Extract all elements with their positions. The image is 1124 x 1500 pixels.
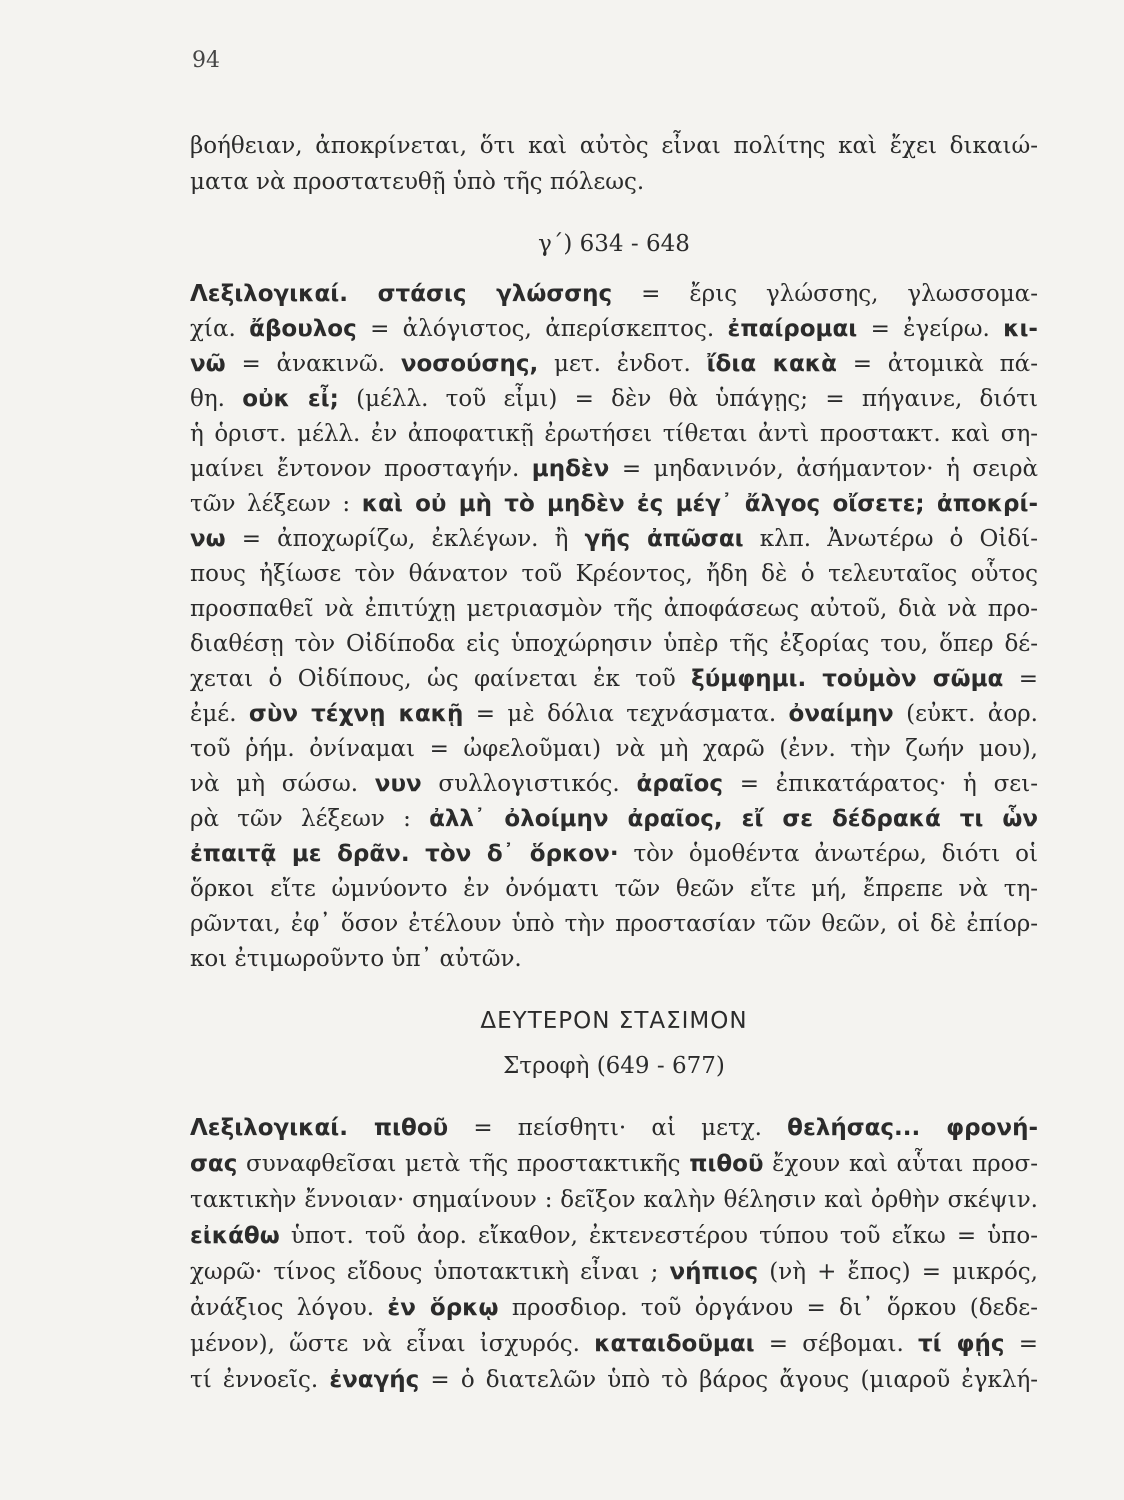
text-line [190, 803, 1038, 835]
text-run: συναφθεῖσαι μετὰ τῆς προστακτικῆς [237, 1151, 690, 1177]
text-line [190, 1328, 1038, 1360]
bold-term: τί φῄς [917, 1331, 1005, 1357]
page-number: 94 [192, 48, 220, 73]
text-run: (εὐκτ. ἀορ. [893, 701, 1038, 727]
text-run: = σέβομαι. [754, 1331, 918, 1357]
text-line [190, 523, 1038, 555]
bold-term: εἰκάθω [190, 1223, 280, 1249]
bold-term: νῶ [190, 351, 226, 377]
text-run: = ἀτομικὰ πά- [836, 351, 1038, 377]
text-run: = [1003, 666, 1038, 692]
text-line [190, 1112, 1038, 1144]
text-run: = ὁ διατελῶν ὑπὸ τὸ βάρος ἄγους (μιαροῦ ἐγκλή- [419, 1367, 1038, 1393]
text-line [190, 1220, 1038, 1252]
text-run: ὑποτ. τοῦ ἀορ. εἴκαθον, ἐκτενεστέρου τύπου τοῦ εἴκω = ὑπο- [279, 1223, 1038, 1249]
text-run: τί ἐννοεῖς. [190, 1367, 330, 1393]
text-run: τὸν ὁμοθέντα ἀνωτέρω, διότι οἱ [618, 841, 1038, 867]
bold-term: Λεξιλογικαί. πιθοῦ [190, 1115, 449, 1141]
bold-term: θελήσας... φρονή- [787, 1115, 1038, 1141]
text-line [190, 348, 1038, 380]
text-run: ρὰ τῶν λέξεων : [190, 806, 430, 832]
text-run: χεται ὁ Οἰδίπους, ὡς φαίνεται ἐκ τοῦ [190, 666, 692, 692]
text-run: νὰ μὴ σώσω. [190, 771, 375, 797]
text-run: χωρῶ· τίνος εἴδους ὑποτακτικὴ εἶναι ; [190, 1259, 670, 1285]
bold-term: ἐναγής [329, 1367, 420, 1393]
text-run: ἀνάξιος λόγου. [190, 1295, 388, 1321]
text-run: = ἐπικατάρατος· ἡ σει- [722, 771, 1038, 797]
bold-term: ἀλλ᾽ ὀλοίμην ἀραῖος, εἴ σε δέδρακά τι ὧν [429, 806, 1038, 832]
text-run: (νὴ + ἔπος) = μικρός, [758, 1259, 1038, 1285]
text-run: κλπ. Ἀνωτέρω ὁ Οἰδί- [743, 526, 1038, 552]
text-line: διαθέσῃ τὸν Οἰδίποδα εἰς ὑποχώρησιν ὑπὲρ τῆς ἐξορίας του, ὅπερ δέ- [190, 631, 1038, 657]
text-line [190, 383, 1038, 415]
section-title: ΔΕΥΤΕΡΟΝ ΣΤΑΣΙΜΟΝ [480, 1008, 748, 1034]
text-line: τοῦ ῥήμ. ὀνίναμαι = ὠφελοῦμαι) νὰ μὴ χαρῶ (ἐνν. τὴν ζωήν μου), [190, 736, 1038, 762]
text-line: ὅρκοι εἴτε ὠμνύοντο ἐν ὀνόματι τῶν θεῶν εἴτε μή, ἔπρεπε νὰ τη- [190, 876, 1038, 902]
bold-term: ξύμφημι. τοὐμὸν σῶμα [691, 666, 1004, 692]
text-line [190, 453, 1038, 485]
text-run: συλλογιστικός. [421, 771, 637, 797]
bold-term: καὶ οὐ μὴ τὸ μηδὲν ἐς μέγ᾽ ἄλγος οἴσετε; ἀποκρί- [361, 491, 1038, 517]
text-line: ἡ ὁριστ. μέλλ. ἐν ἀποφατικῇ ἐρωτήσει τίθεται ἀντὶ προστακτ. καὶ ση- [190, 421, 1038, 447]
text-run: χία. [190, 316, 250, 342]
bold-term: νυν [374, 771, 422, 797]
text-run: = [1004, 1331, 1038, 1357]
bold-term: οὐκ εἶ; [242, 386, 339, 412]
text-line [190, 1364, 1038, 1396]
text-run: = ἀποχωρίζω, ἐκλέγων. ἢ [225, 526, 585, 552]
text-run: = ἐγείρω. [857, 316, 1004, 342]
text-run: τῶν λέξεων : [190, 491, 362, 517]
text-line [190, 488, 1038, 520]
text-line [190, 1148, 1038, 1180]
text-line: τακτικὴν ἔννοιαν· σημαίνουν : δεῖξον καλὴν θέλησιν καὶ ὀρθὴν σκέψιν. [190, 1187, 1038, 1213]
text-line [190, 768, 1038, 800]
text-line [190, 698, 1038, 730]
text-line: ρῶνται, ἐφ᾽ ὅσον ἐτέλουν ὑπὸ τὴν προστασίαν τῶν θεῶν, οἱ δὲ ἐπίορ- [190, 911, 1038, 937]
bold-term: ἄβουλος [249, 316, 357, 342]
text-run: μένον), ὥστε νὰ εἶναι ἰσχυρός. [190, 1331, 595, 1357]
text-run: μετ. ἐνδοτ. [538, 351, 707, 377]
bold-term: γῆς ἀπῶσαι [584, 526, 744, 552]
bold-term: ὀναίμην [788, 701, 894, 727]
section-heading: γ´) 634 - 648 [538, 231, 690, 257]
text-line: βοήθειαν, ἀποκρίνεται, ὅτι καὶ αὐτὸς εἶναι πολίτης καὶ ἔχει δικαιώ- [190, 133, 1038, 159]
text-run: = ἀνακινῶ. [225, 351, 401, 377]
text-run: (μέλλ. τοῦ εἶμι) = δὲν θὰ ὑπάγῃς; = πήγαινε, διότι [338, 386, 1038, 412]
bold-term: νω [190, 526, 226, 552]
text-run: ἐμέ. [190, 701, 249, 727]
bold-term: καταιδοῦμαι [594, 1331, 755, 1357]
bold-term: ἐπαιτᾷ με δρᾶν. τὸν δ᾽ ὅρκον· [190, 841, 619, 867]
bold-term: σὺν τέχνῃ κακῇ [248, 701, 464, 727]
bold-term: Λεξιλογικαί. στάσις γλώσσης [190, 281, 613, 307]
text-line: προσπαθεῖ νὰ ἐπιτύχῃ μετριασμὸν τῆς ἀποφάσεως αὐτοῦ, διὰ νὰ προ- [190, 596, 1038, 622]
bold-term: μηδὲν [531, 456, 610, 482]
section-subtitle: Στροφὴ (649 - 677) [503, 1053, 725, 1079]
text-line [190, 278, 1038, 310]
text-run: θη. [190, 386, 243, 412]
text-line [190, 663, 1038, 695]
text-run: μαίνει ἔντονον προσταγήν. [190, 456, 532, 482]
bold-term: ἐπαίρομαι [727, 316, 858, 342]
bold-term: σας [190, 1151, 238, 1177]
text-line: πους ἠξίωσε τὸν θάνατον τοῦ Κρέοντος, ἤδη δὲ ὁ τελευταῖος οὗτος [190, 561, 1038, 587]
bold-term: ἐν ὅρκῳ [387, 1295, 499, 1321]
text-line: κοι ἐτιμωροῦντο ὑπ᾽ αὐτῶν. [190, 946, 522, 972]
text-run: = μηδανινόν, ἀσήμαντον· ἡ σειρὰ [609, 456, 1038, 482]
bold-term: νήπιος [669, 1259, 759, 1285]
bold-term: ἴδια κακὰ [706, 351, 837, 377]
text-line: ματα νὰ προστατευθῇ ὑπὸ τῆς πόλεως. [190, 169, 645, 195]
text-run: = ἀλόγιστος, ἀπερίσκεπτος. [356, 316, 728, 342]
bold-term: νοσούσης, [400, 351, 539, 377]
text-run: προσδιορ. τοῦ ὀργάνου = δι᾽ ὅρκου (δεδε- [498, 1295, 1038, 1321]
text-line [190, 1256, 1038, 1288]
text-line [190, 313, 1038, 345]
text-run: = μὲ δόλια τεχνάσματα. [463, 701, 789, 727]
text-line [190, 1292, 1038, 1324]
bold-term: κι- [1003, 316, 1038, 342]
text-run: = πείσθητι· αἱ μετχ. [448, 1115, 788, 1141]
text-run: ἔχουν καὶ αὗται προσ- [763, 1151, 1038, 1177]
bold-term: ἀραῖος [636, 771, 723, 797]
text-run: = ἔρις γλώσσης, γλωσσομα- [612, 281, 1038, 307]
bold-term: πιθοῦ [689, 1151, 764, 1177]
text-line [190, 838, 1038, 870]
